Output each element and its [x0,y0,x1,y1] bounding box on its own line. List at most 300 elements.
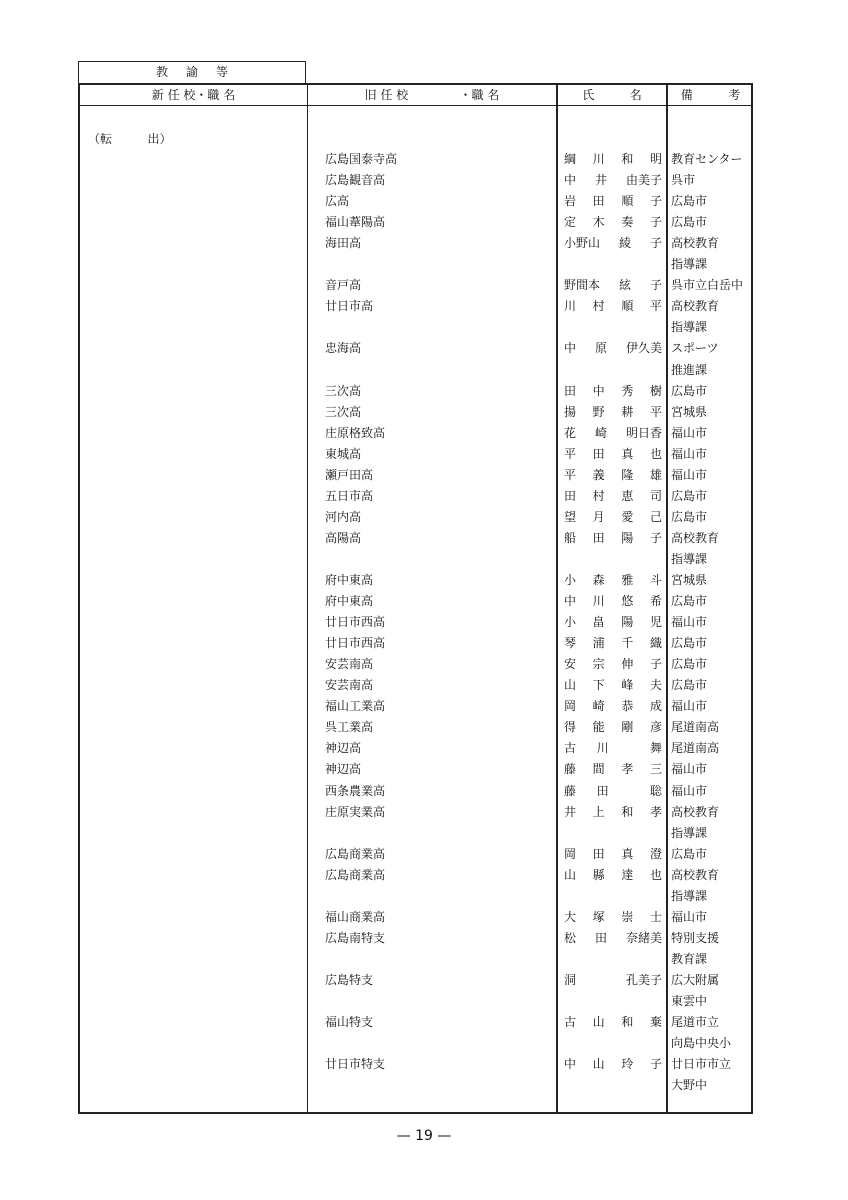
name-part: 田 [592,846,605,861]
name-part: 陽 [621,530,634,545]
note-cell: 福山市 [671,615,708,630]
name-part: 孝 [621,762,634,777]
table-row [80,360,751,381]
name-cell [564,696,662,717]
table-row [80,570,751,591]
name-cell [564,170,662,191]
name-cell [564,275,662,296]
name-cell [564,907,662,928]
name-part: 花 [564,425,577,440]
old-post-cell: 河内高 [325,509,362,524]
table-row [80,233,751,254]
name-part: 田 [596,783,609,798]
old-post-cell: 廿日市西高 [325,636,386,651]
note-cell: 指導課 [671,888,708,903]
name-part: 古 [564,1015,577,1030]
personnel-table [78,83,753,1114]
name-part: 子 [649,657,662,672]
table-row [80,486,751,507]
note-cell: 広島市 [671,383,708,398]
name-cell [564,149,662,170]
note-cell: 指導課 [671,551,708,566]
note-cell: 福山市 [671,783,708,798]
note-cell: 特別支援 [671,930,720,945]
name-part: 子 [649,215,662,230]
old-post-cell: 福山葦陽高 [325,215,386,230]
name-cell [564,465,662,486]
name-part: 也 [649,446,662,461]
name-cell [564,338,662,359]
name-part: 中 [592,383,605,398]
page-number: — 19 — [396,1128,452,1144]
note-cell: 呉市 [671,173,696,188]
table-row [80,1033,751,1054]
table-row [80,781,751,802]
old-post-cell: 庄原格致高 [325,425,386,440]
name-part: 成 [649,699,662,714]
name-part: 藤 [564,762,577,777]
note-cell: スポーツ [671,341,719,356]
note-cell: 指導課 [671,825,708,840]
table-row [80,444,751,465]
name-cell [564,844,662,865]
note-cell: 福山市 [671,909,708,924]
name-cell [564,233,662,254]
table-row [80,1012,751,1033]
table-row [80,865,751,886]
name-part: 平 [564,467,577,482]
table-row [80,717,751,738]
old-post-cell: 福山商業高 [325,909,386,924]
name-part: 塚 [592,909,605,924]
name-part: 野 [592,404,605,419]
old-post-cell: 西条農業高 [325,783,386,798]
note-cell: 大野中 [671,1078,708,1093]
note-cell: 尾道南高 [671,741,720,756]
old-post-cell: 安芸南高 [325,678,374,693]
name-part: 中 [564,341,577,356]
name-part: 明 [649,152,662,166]
note-cell: 廿日市市立 [671,1057,732,1072]
name-part: 縣 [592,867,605,882]
name-part: 玲 [621,1057,634,1072]
note-cell: 広大附属 [671,972,720,987]
old-post-cell: 東城高 [325,446,362,461]
table-row [80,381,751,402]
table-row [80,844,751,865]
name-part: 安 [564,657,577,672]
name-part: 隆 [621,467,634,482]
name-cell [564,591,662,612]
name-part: 藤 [564,783,577,798]
table-row [80,696,751,717]
table-row [80,1075,751,1096]
note-cell: 指導課 [671,257,708,272]
note-cell: 宮城県 [671,404,708,419]
name-part: 奈緒美 [625,930,662,945]
table-row [80,654,751,675]
name-part: 宗 [592,657,605,672]
old-post-cell: 神辺高 [325,741,362,756]
old-post-cell: 福山工業高 [325,699,386,714]
name-part: 子 [649,278,662,293]
name-cell [564,928,662,949]
old-post-cell: 三次高 [325,404,362,419]
old-post-cell: 広高 [325,194,350,209]
table-row [80,149,751,170]
name-part: 也 [649,867,662,882]
name-part: 川 [592,594,605,609]
name-part: 真 [621,846,634,861]
name-part: 森 [592,573,605,587]
name-part: 田 [564,488,577,503]
name-part: 山 [592,1015,605,1030]
name-part: 井 [594,173,607,188]
name-part: 秀 [621,383,634,398]
table-row [80,528,751,549]
name-part: 井 [564,804,577,819]
table-row [80,612,751,633]
old-post-cell: 廿日市西高 [325,615,386,630]
name-part: 澄 [649,846,662,861]
table-row [80,823,751,844]
old-post-cell: 廿日市特支 [325,1057,386,1072]
name-part: 崇 [621,909,634,924]
name-part: 小野山 [564,236,601,251]
old-post-cell: 海田高 [325,236,362,251]
name-part: 和 [621,1015,634,1030]
name-cell [564,1012,662,1033]
old-post-cell: 広島商業高 [325,867,386,882]
name-part: 村 [592,488,605,503]
name-part: 月 [592,509,605,524]
name-part: 古 [564,741,577,756]
name-part: 松 [564,930,577,945]
name-part: 平 [564,446,577,461]
note-cell: 福山市 [671,446,708,461]
old-post-cell: 広島南特支 [325,930,386,945]
table-row [80,675,751,696]
name-cell [564,717,662,738]
note-cell: 広島市 [671,636,708,651]
table-row [80,991,751,1012]
name-part: 子 [649,194,662,209]
name-part: 大 [564,909,577,924]
name-part: 悠 [621,594,634,609]
name-part: 中 [564,173,577,188]
table-row [80,317,751,338]
name-part: 岡 [564,846,577,861]
old-post-cell: 呉工業高 [325,720,374,735]
transfer-out-label: （転 出） [88,132,172,146]
name-part: 浦 [592,636,605,651]
note-cell: 尾道南高 [671,720,720,735]
old-post-cell: 廿日市高 [325,299,374,314]
name-cell [564,191,662,212]
name-cell [564,381,662,402]
name-part: 孝 [649,804,662,819]
note-cell: 推進課 [671,362,708,377]
name-part: 能 [592,720,605,735]
name-cell [564,1054,662,1075]
note-cell: 福山市 [671,762,708,777]
table-row [80,907,751,928]
table-row [80,802,751,823]
name-part: 和 [621,152,634,166]
name-part: 達 [621,867,634,882]
name-part: 聡 [649,783,662,798]
note-cell: 教育センター [671,152,743,166]
old-post-cell: 府中東高 [325,594,374,609]
table-row [80,633,751,654]
name-part: 得 [564,720,577,735]
note-cell: 高校教育 [671,236,720,251]
name-part: 順 [621,194,634,209]
table-row [80,759,751,780]
name-part: 岩 [564,194,577,209]
name-part: 棄 [649,1015,662,1030]
header-note: 備 考 [680,88,741,102]
name-part: 川 [592,152,605,166]
old-post-cell: 忠海高 [325,341,362,356]
name-part: 子 [649,1057,662,1072]
name-part: 義 [592,467,605,482]
name-part: 和 [621,804,634,819]
note-cell: 指導課 [671,320,708,335]
name-part: 原 [594,341,607,356]
header-new-post: 新 任 校・職 名 [151,88,236,102]
name-part: 明日香 [625,425,662,440]
table-row [80,949,751,970]
name-part: 希 [649,594,662,609]
name-part: 木 [592,215,605,230]
note-cell: 広島市 [671,678,708,693]
name-part: 綾 [618,236,631,251]
name-part: 己 [649,509,662,524]
note-cell: 呉市立白岳中 [671,278,744,293]
old-post-cell: 瀬戸田高 [325,467,374,482]
name-part: 恵 [621,488,634,503]
name-cell [564,486,662,507]
table-row [80,212,751,233]
name-part: 山 [564,678,577,693]
name-part: 小 [564,615,577,630]
name-part: 児 [649,615,662,630]
name-cell [564,633,662,654]
note-cell: 福山市 [671,467,708,482]
name-part: 望 [564,509,577,524]
table-row [80,1054,751,1075]
name-cell [564,444,662,465]
name-part: 伊久美 [625,341,662,356]
note-cell: 広島市 [671,846,708,861]
section-title: 教諭等 [155,65,246,79]
note-cell: 広島市 [671,657,708,672]
name-cell [564,865,662,886]
table-row [80,970,751,991]
note-cell: 広島市 [671,594,708,609]
name-cell [564,654,662,675]
name-cell [564,738,662,759]
old-post-cell: 福山特支 [325,1015,374,1030]
name-part: 定 [564,215,577,230]
name-part: 上 [592,804,605,819]
name-part: 舞 [649,741,662,756]
old-post-cell: 広島特支 [325,972,374,987]
name-part: 野間本 [564,278,601,293]
name-part: 孔美子 [625,972,662,987]
table-row [80,507,751,528]
table-row [80,465,751,486]
table-row [80,549,751,570]
name-part: 揚 [564,404,577,419]
name-part: 士 [649,909,662,924]
note-cell: 宮城県 [671,573,708,587]
name-part: 峰 [621,678,634,693]
name-part: 雄 [649,467,662,482]
old-post-cell: 庄原実業高 [325,804,386,819]
name-part: 間 [592,762,605,777]
note-cell: 広島市 [671,215,708,230]
name-cell [564,612,662,633]
header-name: 氏 名 [582,88,642,102]
old-post-cell: 府中東高 [325,573,374,587]
name-part: 千 [621,636,634,651]
table-row [80,423,751,444]
table-row [80,338,751,359]
name-cell [564,212,662,233]
name-part: 伸 [621,657,634,672]
name-part: 司 [649,488,662,503]
name-part: 村 [592,299,605,314]
name-cell [564,675,662,696]
section-title-box [78,61,306,83]
note-cell: 広島市 [671,488,708,503]
table-row [80,591,751,612]
table-row [80,928,751,949]
note-cell: 広島市 [671,509,708,524]
old-post-cell: 広島商業高 [325,846,386,861]
name-part: 田 [592,446,605,461]
name-part: 奏 [621,215,634,230]
name-part: 田 [564,383,577,398]
name-part: 子 [649,236,662,251]
name-part: 下 [592,678,605,693]
table-row [80,296,751,317]
old-post-cell: 広島観音高 [325,173,386,188]
table-row [80,402,751,423]
name-part: 崎 [592,699,605,714]
name-cell [564,759,662,780]
name-part: 夫 [649,678,662,693]
name-part: 陽 [621,615,634,630]
name-part: 平 [649,299,662,314]
name-part: 剛 [621,720,634,735]
name-part: 畠 [592,615,605,630]
note-cell: 東雲中 [671,994,708,1008]
name-part: 斗 [649,573,662,587]
name-part: 川 [596,741,609,756]
old-post-cell: 高陽高 [325,530,362,545]
note-cell: 教育課 [671,951,708,966]
name-part: 山 [592,1057,605,1072]
name-cell [564,781,662,802]
name-part: 綱 [564,152,577,166]
table-row [80,738,751,759]
note-cell: 福山市 [671,425,708,440]
name-part: 小 [564,573,577,587]
name-part: 平 [649,404,662,419]
name-part: 洞 [564,972,577,987]
name-part: 田 [592,530,605,545]
name-part: 田 [594,930,607,945]
name-part: 織 [649,636,662,651]
name-part: 樹 [649,383,662,398]
name-cell [564,970,662,991]
name-cell [564,296,662,317]
name-part: 三 [649,762,662,777]
old-post-cell: 音戸高 [325,278,362,293]
name-part: 山 [564,867,577,882]
name-cell [564,570,662,591]
table-row [80,886,751,907]
table-row [80,170,751,191]
old-post-cell: 五日市高 [325,488,374,503]
name-part: 雅 [621,573,634,587]
name-part: 船 [564,530,577,545]
name-cell [564,802,662,823]
name-part: 子 [649,530,662,545]
note-cell: 高校教育 [671,867,720,882]
old-post-cell: 広島国泰寺高 [325,152,398,166]
table-row [80,275,751,296]
note-cell: 高校教育 [671,804,720,819]
name-cell [564,507,662,528]
table-row [80,254,751,275]
name-part: 中 [564,1057,577,1072]
note-cell: 福山市 [671,699,708,714]
name-part: 真 [621,446,634,461]
old-post-cell: 三次高 [325,383,362,398]
name-part: 愛 [621,509,634,524]
note-cell: 高校教育 [671,530,720,545]
name-part: 由美子 [625,173,662,188]
name-cell [564,423,662,444]
note-cell: 尾道市立 [671,1015,720,1030]
header-divider [80,105,751,106]
header-old-post: 旧 任 校 ・職 名 [364,88,500,102]
note-cell: 向島中央小 [671,1036,732,1051]
name-part: 絃 [618,278,631,293]
name-part: 崎 [594,425,607,440]
note-cell: 広島市 [671,194,708,209]
name-part: 琴 [564,636,577,651]
old-post-cell: 安芸南高 [325,657,374,672]
name-part: 田 [592,194,605,209]
note-cell: 高校教育 [671,299,720,314]
name-part: 耕 [621,404,634,419]
name-part: 岡 [564,699,577,714]
old-post-cell: 神辺高 [325,762,362,777]
name-cell [564,528,662,549]
name-part: 川 [564,299,577,314]
name-cell [564,402,662,423]
name-part: 中 [564,594,577,609]
name-part: 恭 [621,699,634,714]
name-part: 順 [621,299,634,314]
name-part: 彦 [649,720,662,735]
table-row [80,191,751,212]
